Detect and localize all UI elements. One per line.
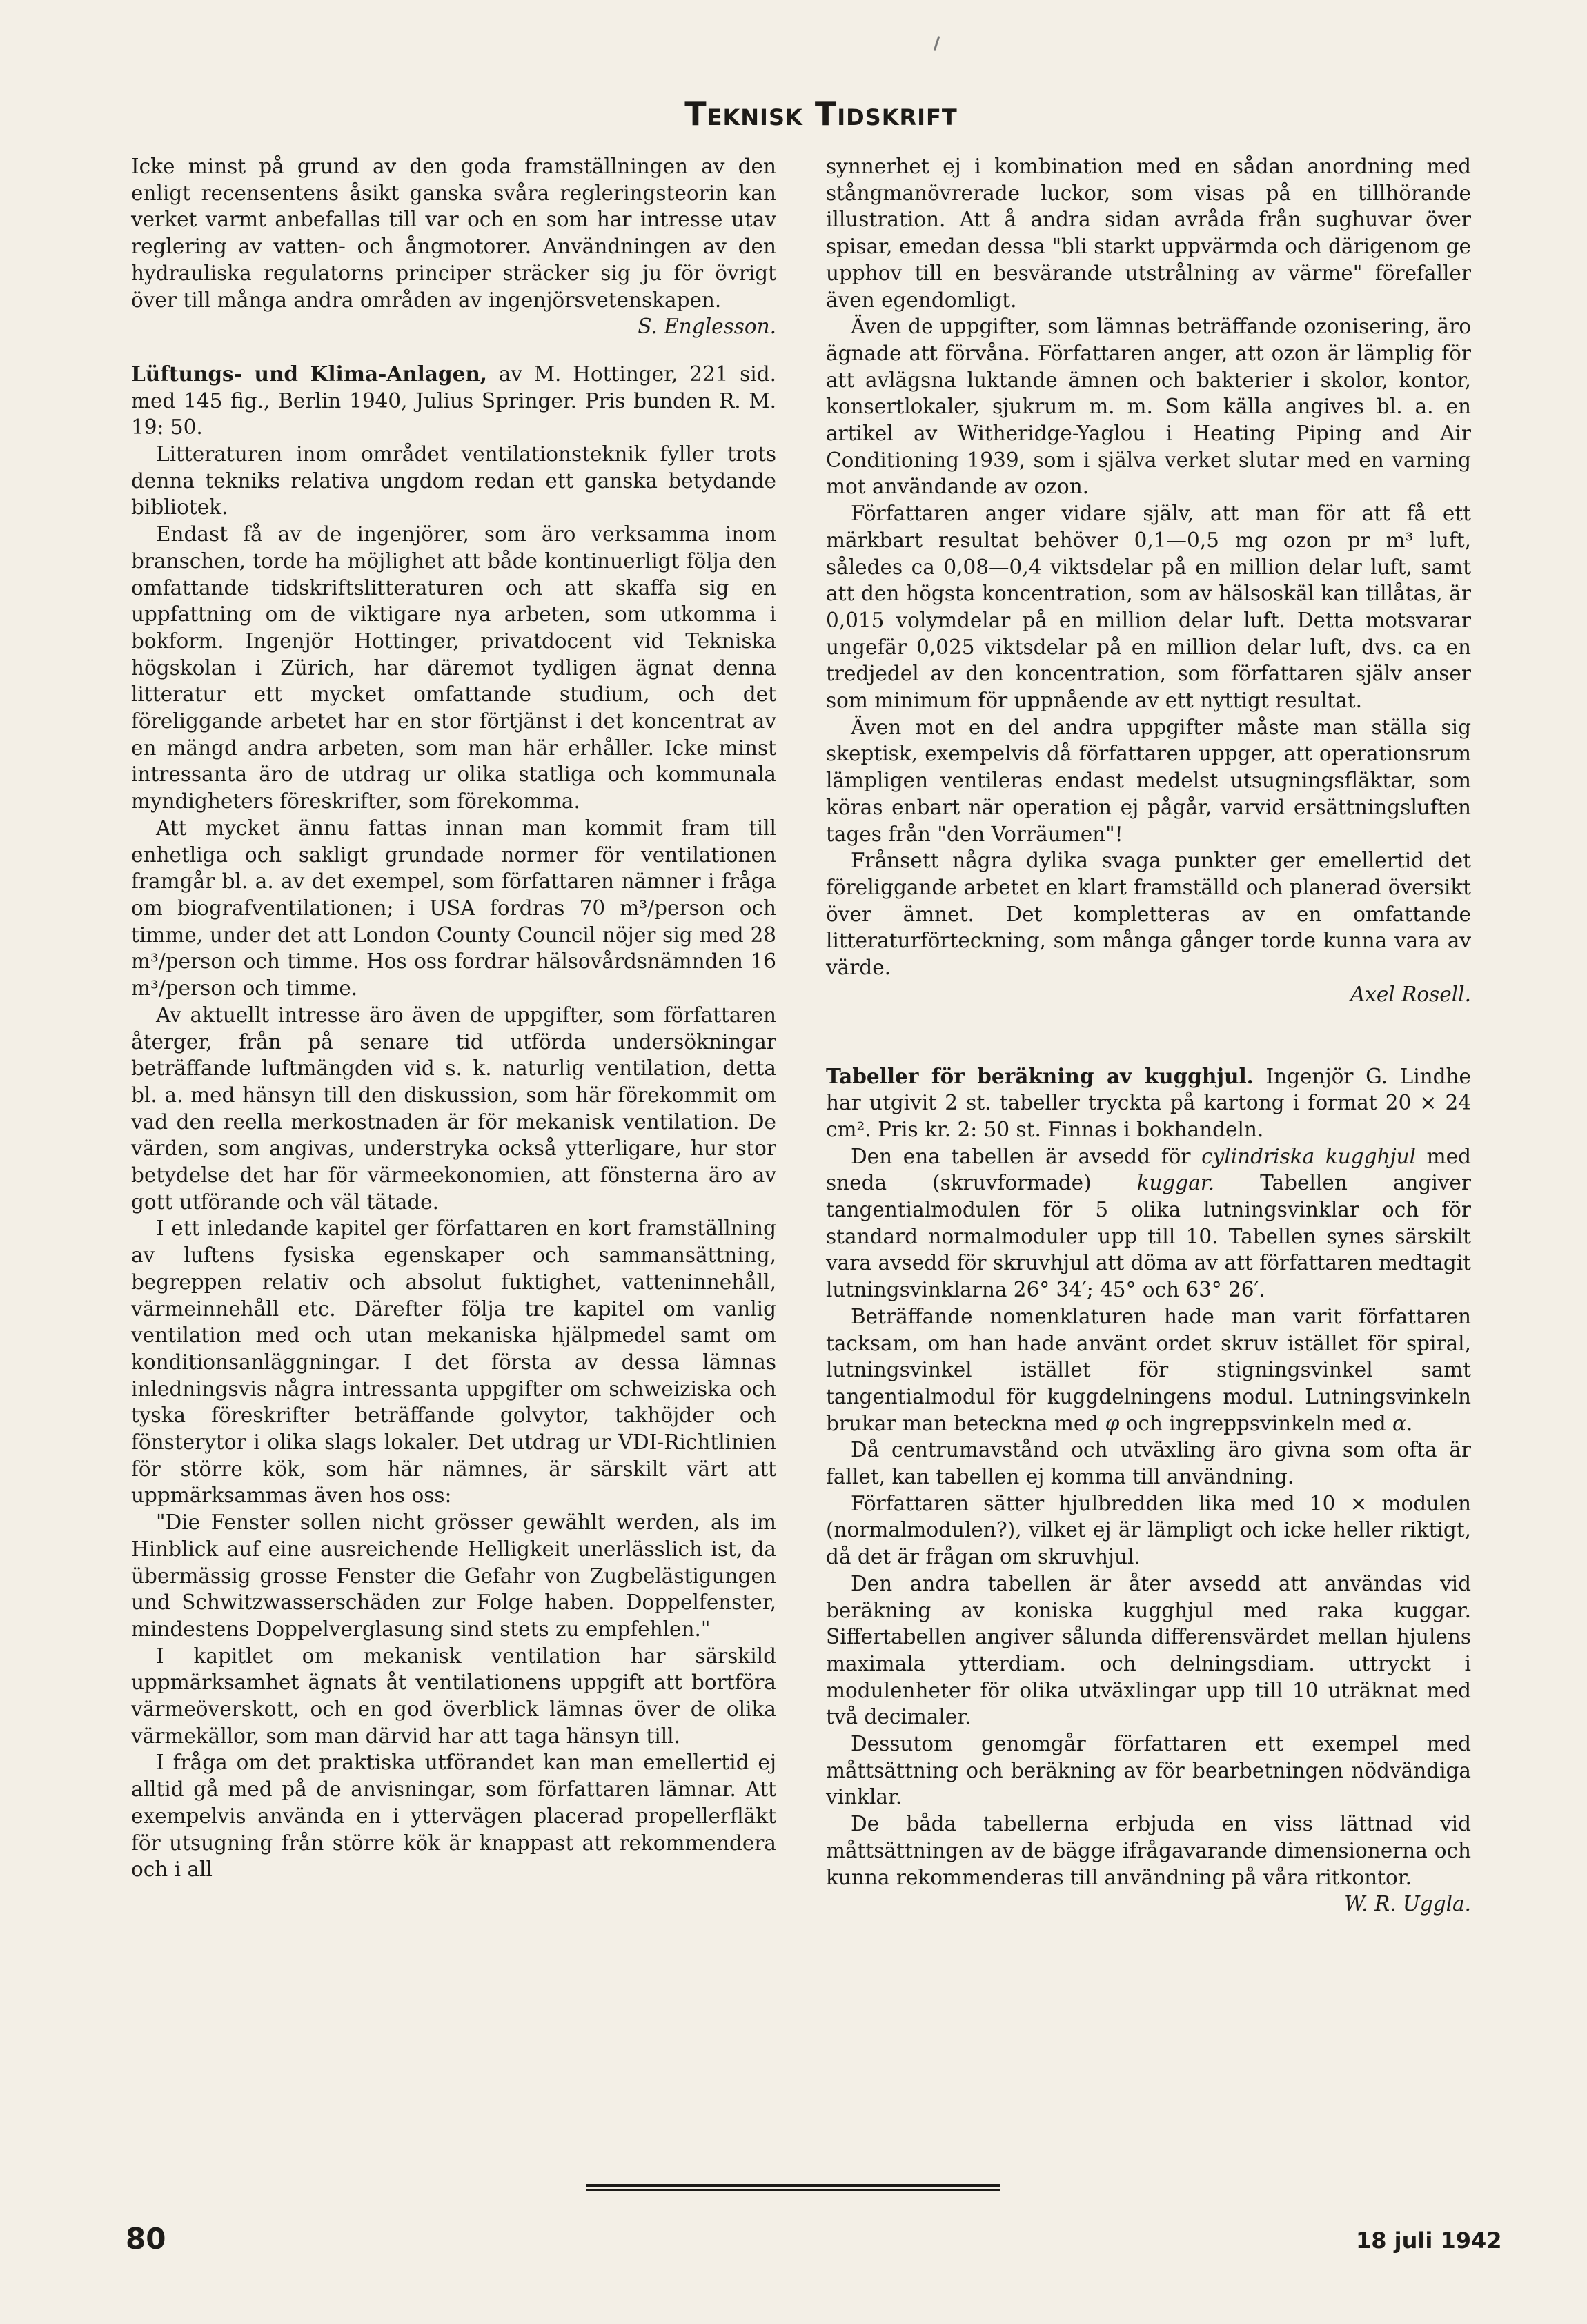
paragraph: Endast få av de ingenjörer, som äro verksamma inom branschen, torde ha möjlighet att både kontinuerligt följa den omfattande tidskriftslitteraturen och att skaffa sig en uppfattning om de viktigare nya arbeten, som utkomma i bokform. Ingenjör Hottinger, privatdocent vid Tekniska högskolan i Zürich, har däremot tydligen ägnat denna litteratur ett mycket omfattande studium, och det föreliggande arbetet har en stor förtjänst i det koncentrat av en mängd andra arbeten, som man här erhåller. Icke minst intressanta äro de utdrag ur olika statliga och kommunala myndigheters föreskrifter, som förekomma. (131, 522, 776, 814)
review-heading (826, 1063, 1471, 1143)
spacer (826, 1008, 1471, 1063)
review-details: av M. Hottinger, 221 sid. med 145 fig., Berlin 1940, Julius Springer. Pris bunden R. M. 19: 50. (131, 362, 776, 440)
paragraph: Icke minst på grund av den goda framställningen av den enligt recensentens åsikt ganska svåra regleringsteorin kan verket varmt anbefallas till var och en som har intresse utav reglering av vatten- och ångmotorer. Användningen av den hydrauliska regulatorns principer sträcker sig ju för övrigt över till många andra områden av ingenjörsvetenskapen. (131, 155, 776, 312)
paragraph: Dessutom genomgår författaren ett exempel med måttsättning och beräkning av för bearbetningen nödvändiga vinklar. (826, 1732, 1471, 1809)
right-column (826, 153, 1471, 1918)
review-title: Lüftungs- und Klima-Anlagen, (131, 361, 488, 386)
paragraph: Litteraturen inom området ventilationsteknik fyller trots denna tekniks relativa ungdom redan ett ganska betydande bibliotek. (131, 442, 776, 520)
text-run: och ingreppsvinkeln med (1119, 1411, 1392, 1435)
signature: Axel Rosell. (1350, 982, 1471, 1006)
paragraph: Av aktuellt intresse äro även de uppgifter, som författaren återger, från på senare tid utförda undersökningar beträffande luftmängden vid s. k. naturlig ventilation, detta bl. a. med hänsyn till den diskussion, som här förekommit om vad den reella merkostnaden är för mekanisk ventilation. De värden, som angivas, understryka också ytterligare, hur stor betydelse det har för värmeekonomien, att fönsterna äro av gott utförande och väl tätade. (131, 1003, 776, 1214)
text-run: . (1406, 1411, 1413, 1435)
review-details: Ingenjör G. Lindhe har utgivit 2 st. tabeller tryckta på kartong i format 20 × 24 cm². Pris kr. 2: 50 st. Finnas i bokhandeln. (826, 1064, 1471, 1141)
text-run: Tabellen angiver tangentialmodulen för 5 olika lutningsvinklar och för standard normalmoduler upp till 10. Tabellen synes särskilt vara avsedd för skruvhjul att döma av att författaren medtagit lutningsvinklarna 26° 34′; 45° och 63° 26′. (826, 1171, 1471, 1302)
journal-masthead: Teknisk Tidskrift (684, 95, 958, 132)
spacer (131, 340, 776, 361)
paragraph: Att mycket ännu fattas innan man kommit fram till enhetliga och sakligt grundade normer för ventilationen framgår bl. a. av det exempel, som författaren nämner i fråga om biografventilationen; i USA fordras 70 m³/person och timme, under det att London County Council nöjer sig med 28 m³/person och timme. Hos oss fordrar hälsovårdsnämnden 16 m³/person och timme. (131, 816, 776, 1001)
symbol-alpha: α (1392, 1411, 1406, 1435)
paragraph: Även mot en del andra uppgifter måste man ställa sig skeptisk, exempelvis då författaren uppger, att operationsrum lämpligen ventileras endast medelst utsugningsfläktar, som köras enbart när operation ej pågår, varvid ersättningsluften tages från "den Vorräumen"! (826, 715, 1471, 846)
emphasis: kuggar. (1136, 1171, 1215, 1195)
emphasis: cylindriska kugghjul (1201, 1144, 1417, 1168)
footer-rule (586, 2184, 1000, 2191)
symbol-phi: φ (1105, 1411, 1120, 1435)
review-heading (131, 361, 776, 441)
signature: S. Englesson. (638, 315, 776, 339)
paragraph: Även de uppgifter, som lämnas beträffande ozonisering, äro ägnade att förvåna. Författaren anger, att ozon är lämplig för att avlägsna luktande ämnen och bakterier i skolor, kontor, konsertlokaler, sjukrum m. m. Som källa angives bl. a. en artikel av Witheridge-Yaglou i Heating Piping and Air Conditioning 1939, som i själva verket slutar med en varning mot användande av ozon. (826, 315, 1471, 499)
issue-date: 18 juli 1942 (1356, 2227, 1502, 2254)
paragraph: synnerhet ej i kombination med en sådan anordning med stångmanövrerade luckor, som visas på en tillhörande illustration. Att å andra sidan avråda från sughuvar över spisar, emedan dessa "bli starkt uppvärmda och därigenom ge upphov till en besvärande utstrålning av värme" förefaller även egendomligt. (826, 155, 1471, 312)
paragraph: De båda tabellerna erbjuda en viss lättnad vid måttsättningen av de bägge ifrågavarande dimensionerna och kunna rekommenderas till användning på våra ritkontor. (826, 1812, 1471, 1889)
paragraph (826, 1143, 1471, 1303)
quotation: "Die Fenster sollen nicht grösser gewählt werden, als im Hinblick auf eine ausreichende Helligkeit unerlässlich ist, da übermässig grosse Fenster die Gefahr von Zugbelästigungen und Schwitzwasserschäden zur Folge haben. Doppelfenster, mindestens Doppelverglasung sind stets zu empfehlen." (131, 1510, 776, 1641)
page-number: 80 (126, 2222, 166, 2256)
paragraph: Författaren sätter hjulbredden lika med 10 × modulen (normalmodulen?), vilket ej är lämpligt och icke heller riktigt, då det är frågan om skruvhjul. (826, 1491, 1471, 1569)
signature: W. R. Uggla. (1344, 1892, 1471, 1916)
paragraph: I ett inledande kapitel ger författaren en kort framställning av luftens fysiska egenskaper och sammansättning, begreppen relativ och absolut fuktighet, vatteninnehåll, värmeinnehåll etc. Därefter följa tre kapitel om vanlig ventilation med och utan mekaniska hjälpmedel samt om konditionsanläggningar. I det första av dessa lämnas inledningsvis några intressanta uppgifter om schweiziska och tyska föreskrifter beträffande golvytor, takhöjder och fönsterytor i olika slags lokaler. Det utdrag ur VDI-Richtlinien för större kök, som här nämnes, är särskilt värt att uppmärksammas även hos oss: (131, 1217, 776, 1508)
paragraph: I fråga om det praktiska utförandet kan man emellertid ej alltid gå med på de anvisningar, som författaren lämnar. Att exempelvis använda en i yttervägen placerad propellerfläkt för utsugning från större kök är knappast att rekommendera och i all (131, 1751, 776, 1882)
paragraph: Den andra tabellen är åter avsedd att användas vid beräkning av koniska kugghjul med raka kuggar. Siffertabellen angiver sålunda differensvärdet mellan hjulens maximala ytterdiam. och delningsdiam. uttryckt i modulenheter för olika utväxlingar upp till 10 uträknat med två decimaler. (826, 1571, 1471, 1729)
left-column (131, 153, 776, 1883)
paragraph: Frånsett några dylika svaga punkter ger emellertid det föreliggande arbetet en klart framställd och planerad översikt över ämnet. Det kompletteras av en omfattande litteraturförteckning, som många gånger torde kunna vara av värde. (826, 849, 1471, 980)
paragraph: Författaren anger vidare själv, att man för att få ett märkbart resultat behöver 0,1—0,5 mg ozon pr m³ luft, således ca 0,08—0,4 viktsdelar på en million delar luft, samt att den högsta koncentration, som av hälsoskäl kan tillåtas, är 0,015 volymdelar på en million delar luft. Detta motsvarar ungefär 0,025 viktsdelar på en million delar luft, dvs. ca en tredjedel av den koncentration, som författaren själv anser som minimum för uppnående av ett nyttigt resultat. (826, 502, 1471, 713)
pencil-mark (934, 36, 940, 51)
review-title: Tabeller för beräkning av kugghjul. (826, 1063, 1254, 1088)
text-run: med sneda (skruvformade) (826, 1144, 1471, 1195)
text-run: Beträffande nomenklaturen hade man varit författaren tacksam, om han hade använt ordet skruv istället för spiral, lutningsvinkel istället för stigningsvinkel samt tangentialmodul för kuggdelningens modul. Lutningsvinkeln brukar man beteckna med (826, 1304, 1471, 1435)
text-run: Den ena tabellen är avsedd för (851, 1144, 1202, 1168)
paragraph: Då centrumavstånd och utväxling äro givna som ofta är fallet, kan tabellen ej komma till användning. (826, 1438, 1471, 1489)
paragraph: I kapitlet om mekanisk ventilation har särskild uppmärksamhet ägnats åt ventilationens uppgift att bortföra värmeöverskott, och en god överblick lämnas över de olika värmekällor, som man därvid har att taga hänsyn till. (131, 1644, 776, 1748)
paragraph (826, 1303, 1471, 1437)
